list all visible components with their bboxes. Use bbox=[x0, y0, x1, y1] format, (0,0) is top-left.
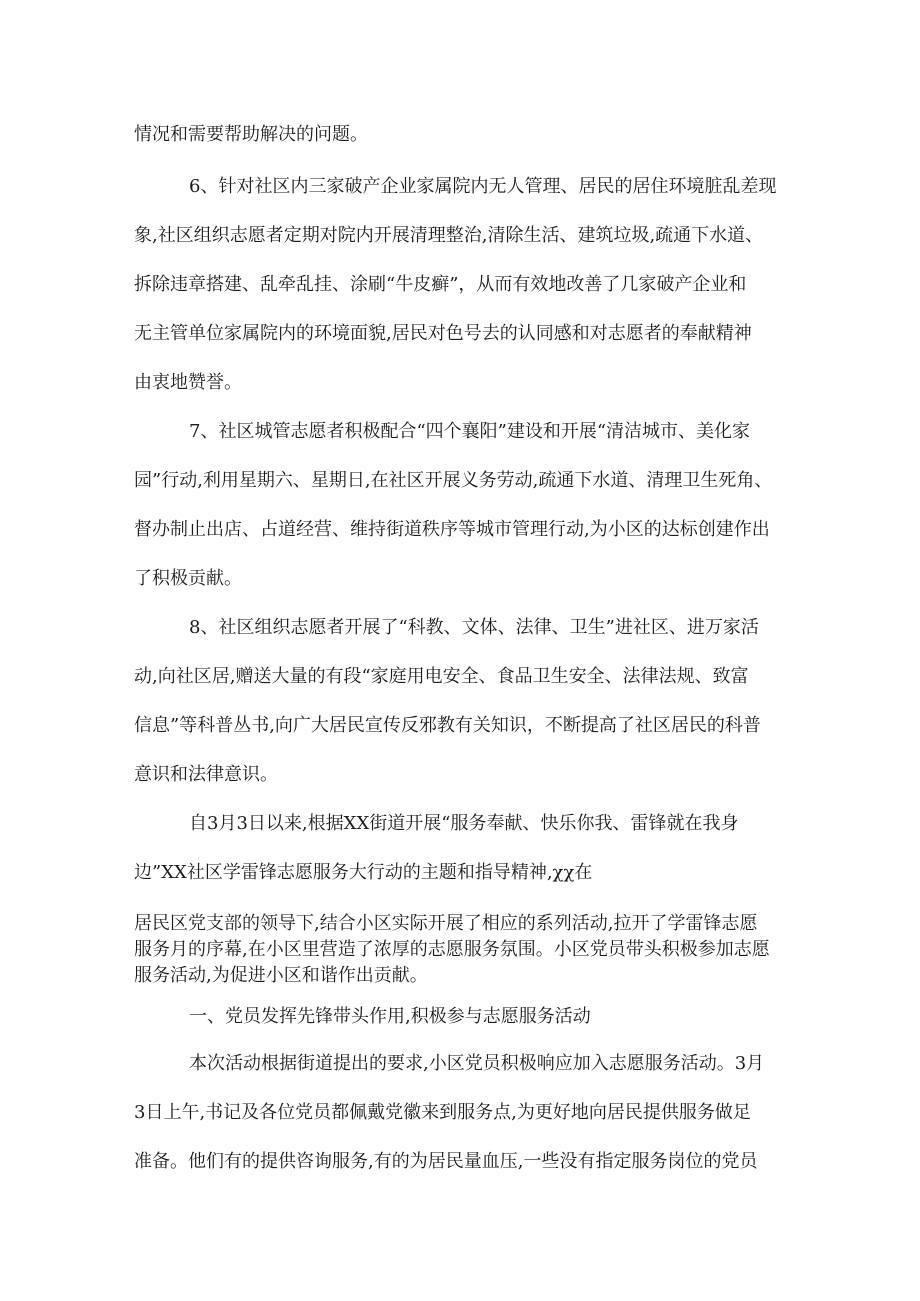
paragraph-6-start: 6、针对社区内三家破产企业家属院内无人管理、居民的居住环境脏乱差现 bbox=[189, 176, 777, 197]
text-line: 无主管单位家属院内的环境面貌,居民对色号去的认同感和对志愿者的奉献精神 bbox=[134, 323, 752, 344]
intro-paragraph-start: 自3月3日以来,根据XX街道开展“服务奉献、快乐你我、雷锋就在我身 bbox=[189, 813, 739, 834]
text-line: 服务月的序幕,在小区里营造了浓厚的志愿服务氛围。小区党员带头积极参加志愿 bbox=[134, 939, 770, 960]
text-line: 拆除违章搭建、乱牵乱挂、涂刷“牛皮癣”，从而有效地改善了几家破产企业和 bbox=[134, 274, 747, 295]
text-line: 信息”等科普丛书,向广大居民宣传反邪教有关知识，不断提高了社区居民的科普 bbox=[134, 715, 761, 736]
text-line: 由衷地赞誉。 bbox=[134, 372, 242, 393]
paragraph-7-start: 7、社区城管志愿者积极配合“四个襄阳”建设和开展“清洁城市、美化家 bbox=[189, 421, 751, 442]
text-line: 情况和需要帮助解决的问题。 bbox=[134, 124, 368, 145]
text-line: 督办制止出店、占道经营、维持街道秩序等城市管理行动,为小区的达标创建作出 bbox=[134, 519, 770, 540]
text-line: 意识和法律意识。 bbox=[134, 764, 278, 785]
text-line: 象,社区组织志愿者定期对院内开展清理整治,清除生活、建筑垃圾,疏通下水道、 bbox=[134, 225, 764, 246]
section-heading: 一、党员发挥先锋带头作用,积极参与志愿服务活动 bbox=[189, 1006, 591, 1027]
paragraph-8-start: 8、社区组织志愿者开展了“科教、文体、法律、卫生”进社区、进万家活 bbox=[189, 617, 759, 638]
text-line: 边”XX社区学雷锋志愿服务大行动的主题和指导精神,χχ在 bbox=[134, 862, 593, 883]
text-line: 服务活动,为促进小区和谐作出贡献。 bbox=[134, 965, 428, 986]
text-line: 动,向社区居,赠送大量的有段“家庭用电安全、食品卫生安全、法律法规、致富 bbox=[134, 666, 749, 687]
text-line: 准备。他们有的提供咨询服务,有的为居民量血压,一些没有指定服务岗位的党员 bbox=[134, 1151, 758, 1172]
text-line: 园”行动,利用星期六、星期日,在社区开展义务劳动,疏通下水道、清理卫生死角、 bbox=[134, 470, 773, 491]
text-line: 了积极贡献。 bbox=[134, 568, 242, 589]
text-line: 居民区党支部的领导下,结合小区实际开展了相应的系列活动,拉开了学雷锋志愿 bbox=[134, 913, 758, 934]
text-line: 本次活动根据街道提出的要求,小区党员积极响应加入志愿服务活动。3月 bbox=[189, 1053, 765, 1074]
text-line: 3日上午,书记及各位党员都佩戴党徽来到服务点,为更好地向居民提供服务做足 bbox=[134, 1102, 751, 1123]
